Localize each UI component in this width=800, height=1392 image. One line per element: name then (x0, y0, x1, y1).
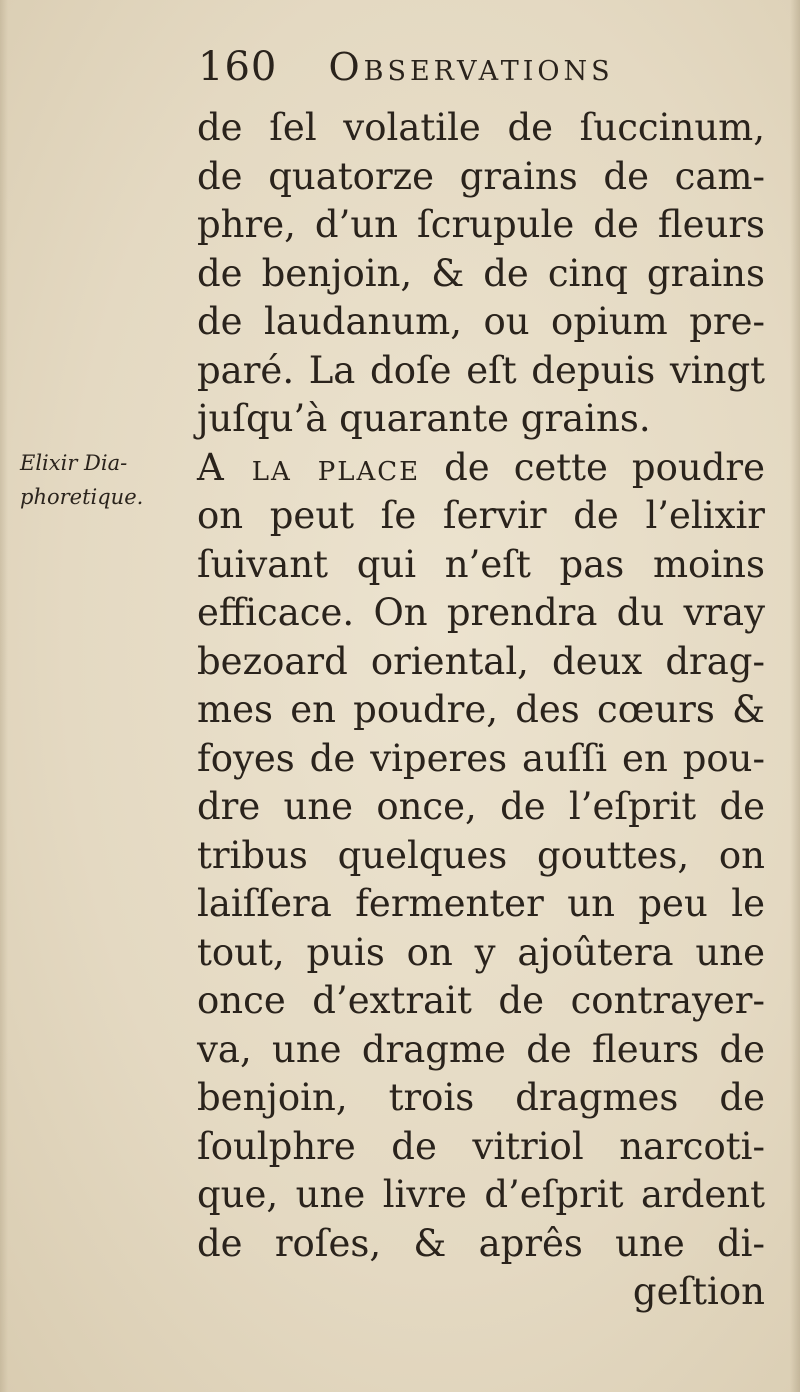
text-line: de quatorze grains de cam- (197, 154, 765, 198)
text-line: laiſſera fermenter un peu le (197, 882, 765, 925)
marginal-note-line: Elixir Dia- (20, 451, 128, 475)
paragraph-opening-line (197, 444, 765, 493)
catchword: geſtion (632, 1270, 765, 1313)
text-line: de roſes, & aprês une di- (197, 1221, 765, 1265)
text-line: on peut ſe ſervir de l’elixir (197, 494, 765, 537)
text-line: tribus quelques gouttes, on (197, 833, 765, 877)
text-line: once d’extrait de contrayer- (197, 979, 765, 1022)
marginal-note-line: phoretique. (20, 485, 144, 509)
text-line: de ſel volatile de ſuccinum, (197, 106, 765, 149)
text-line: que, une livre d’eſprit ardent (197, 1173, 765, 1216)
page-edge-right (790, 0, 800, 1392)
text-line: ſoulphre de vitriol narcoti- (197, 1124, 765, 1168)
text-line: ſuivant qui n’eſt pas moins (197, 542, 765, 586)
text-line: efficace. On prendra du vray (197, 591, 765, 634)
marginal-note (20, 446, 190, 514)
text-line: paré. La doſe eſt depuis vingt (197, 348, 765, 392)
text-line: bezoard oriental, deux drag- (197, 639, 765, 683)
text-line: va, une dragme de fleurs de (197, 1027, 765, 1071)
text-line: dre une once, de l’eſprit de (197, 785, 765, 828)
lead-small-caps: A la place (197, 445, 421, 489)
page-number: 160 (198, 44, 278, 90)
running-head (198, 44, 614, 104)
text-line: de benjoin, & de cinq grains (197, 251, 765, 295)
text-line: juſqu’à quarante grains. (197, 397, 651, 440)
text-line: foyes de viperes auſſi en pou- (197, 736, 765, 780)
page-edge-left (0, 0, 8, 1392)
opening-line-rest: de cette poudre (420, 445, 765, 489)
text-line: mes en poudre, des cœurs & (197, 688, 765, 731)
text-line: tout, puis on y ajoûtera une (197, 930, 765, 974)
text-line: phre, d’un ſcrupule de fleurs (197, 203, 765, 246)
text-line: benjoin, trois dragmes de (197, 1076, 765, 1119)
text-line: de laudanum, ou opium pre- (197, 300, 765, 343)
body-text (197, 104, 765, 1317)
running-head-title: Observations (328, 45, 614, 89)
